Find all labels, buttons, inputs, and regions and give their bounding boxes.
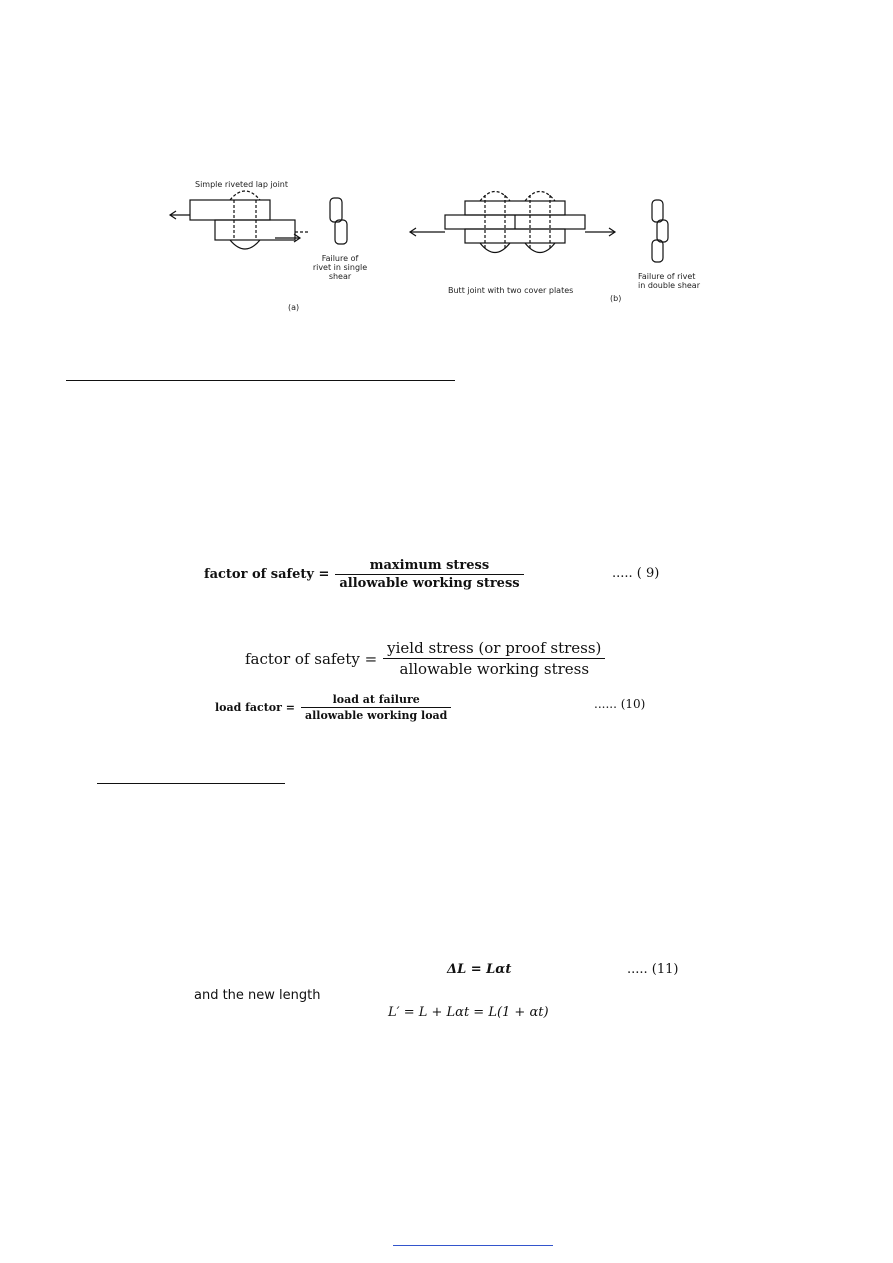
figure-b-tag: (b)	[610, 294, 622, 303]
new-length-intro: and the new length	[194, 988, 321, 1003]
section-heading-rule	[66, 380, 455, 381]
equation-10-number: ...... (10)	[594, 697, 646, 711]
figure-b-failure-label: Failure of rivet in double shear	[638, 272, 700, 290]
eq9-denominator: allowable working stress	[339, 576, 520, 591]
eq9-lhs: factor of safety =	[204, 567, 330, 582]
figure-a-failure-label: Failure of rivet in single shear	[312, 254, 368, 281]
eq9-numerator: maximum stress	[335, 558, 523, 575]
eq10-numerator: load at failure	[301, 693, 451, 708]
rivet-joint-diagram	[160, 170, 720, 320]
figure-a-title: Simple riveted lap joint	[195, 180, 288, 189]
section-heading-rule-2	[97, 783, 285, 784]
eq-yield-denominator: allowable working stress	[399, 660, 590, 678]
figure-a-tag: (a)	[288, 303, 300, 312]
equation-yield	[245, 639, 605, 678]
eq10-denominator: allowable working load	[304, 709, 448, 722]
eq9-fraction	[335, 558, 523, 591]
eq-yield-fraction	[383, 639, 605, 678]
equation-11: ΔL = Lαt	[447, 962, 512, 977]
figure-b-title: Butt joint with two cover plates	[448, 286, 574, 295]
equation-11-number: ..... (11)	[627, 962, 679, 977]
rivet-joint-figure	[160, 170, 720, 320]
footer-link[interactable]	[393, 1245, 553, 1246]
eq-yield-numerator: yield stress (or proof stress)	[383, 639, 605, 659]
equation-9	[204, 558, 524, 591]
equation-9-number: ..... ( 9)	[612, 566, 660, 581]
equation-10	[215, 693, 451, 722]
eq-yield-lhs: factor of safety =	[245, 649, 378, 668]
eq10-lhs: load factor =	[215, 701, 295, 714]
eq10-fraction	[301, 693, 451, 722]
new-length-equation: L′ = L + Lαt = L(1 + αt)	[388, 1005, 549, 1020]
